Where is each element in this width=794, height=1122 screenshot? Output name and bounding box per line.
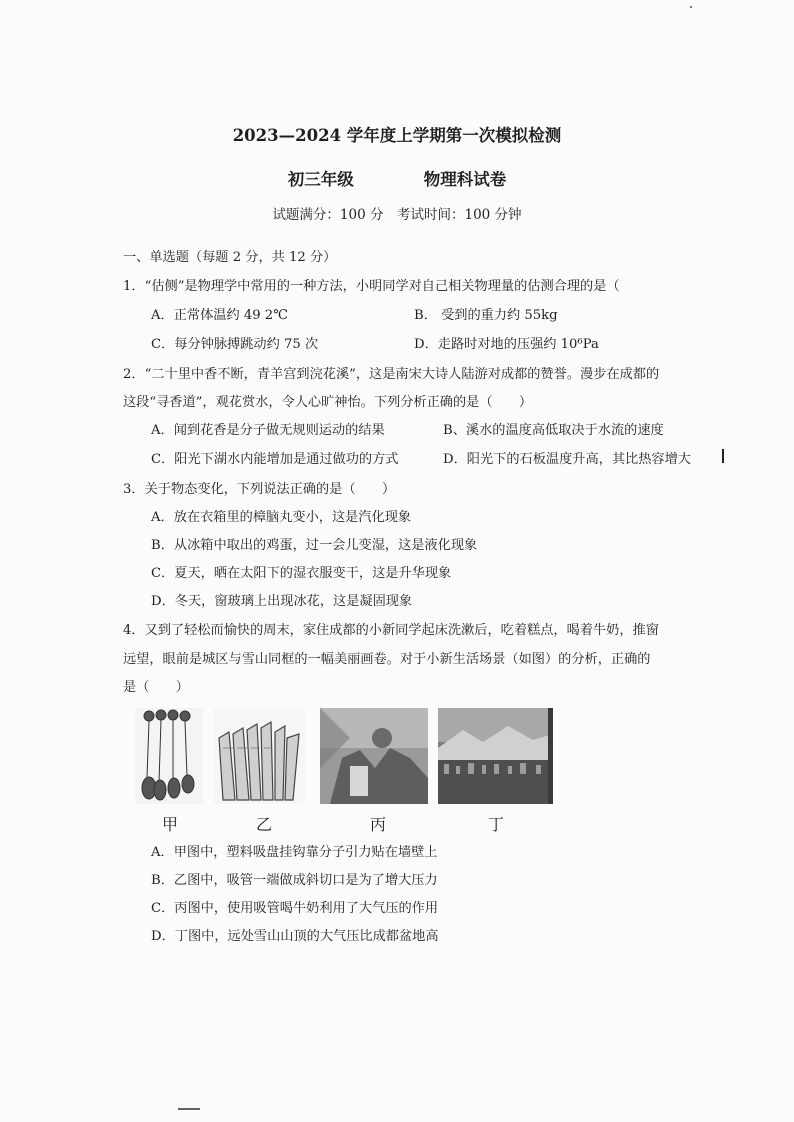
figure-ding-mountain-image bbox=[438, 708, 553, 804]
question-1-option-b: B． 受到的重力约 55kg bbox=[414, 308, 558, 323]
figure-label-jia: 甲 bbox=[162, 815, 179, 834]
question-4-stem-line2: 远望，眼前是城区与雪山同框的一幅美丽画卷。对于小新生活场景（如图）的分析，正确的 bbox=[123, 652, 651, 667]
figure-jia-hooks-image bbox=[135, 708, 203, 804]
question-3-option-d: D．冬天，窗玻璃上出现冰花，这是凝固现象 bbox=[151, 594, 413, 609]
question-1-stem: 1．“估侧”是物理学中常用的一种方法，小明同学对自己相关物理量的估测合理的是（ bbox=[123, 279, 620, 294]
figure-bing-milk-image bbox=[320, 708, 428, 804]
question-4-option-d: D．丁图中，远处雪山山顶的大气压比成都盆地高 bbox=[151, 929, 439, 944]
figure-label-bing: 丙 bbox=[370, 815, 387, 834]
question-4-option-c: C．丙图中，使用吸管喝牛奶利用了大气压的作用 bbox=[151, 901, 439, 916]
section-heading: 一、单选题（每题 2 分，共 12 分） bbox=[123, 250, 337, 265]
exam-title: 2023—2024 学年度上学期第一次模拟检测 bbox=[232, 126, 562, 145]
question-3-option-c: C．夏天，晒在太阳下的湿衣服变干，这是升华现象 bbox=[151, 566, 452, 581]
exam-subtitle bbox=[0, 166, 794, 190]
question-2-option-b: B、溪水的温度高低取决于水流的速度 bbox=[443, 423, 664, 438]
question-2-option-a: A．闻到花香是分子做无规则运动的结果 bbox=[151, 423, 385, 438]
subject-label: 物理科试卷 bbox=[423, 170, 507, 189]
question-3-option-a: A．放在衣箱里的樟脑丸变小，这是汽化现象 bbox=[151, 510, 412, 525]
question-2-stem-line1: 2．“二十里中香不断，青羊宫到浣花溪”，这是南宋大诗人陆游对成都的赞誉。漫步在成都的 bbox=[123, 367, 660, 382]
question-2-stem-line2: 这段“寻香道”，观花赏水，令人心旷神怡。下列分析正确的是（ ） bbox=[123, 395, 533, 410]
question-4-option-a: A．甲图中，塑料吸盘挂钩靠分子引力贴在墙壁上 bbox=[151, 845, 438, 860]
scan-mark bbox=[722, 449, 724, 463]
question-3-option-b: B．从冰箱中取出的鸡蛋，过一会儿变湿，这是液化现象 bbox=[151, 538, 478, 553]
question-1-option-c: C．每分钟脉搏跳动约 75 次 bbox=[151, 337, 319, 352]
figure-label-yi: 乙 bbox=[256, 815, 273, 834]
question-2-option-c: C．阳光下湖水内能增加是通过做功的方式 bbox=[151, 452, 399, 467]
figure-yi-straws-image bbox=[213, 708, 305, 804]
scan-artifact bbox=[178, 1108, 200, 1110]
exam-info: 试题满分：100 分 考试时间：100 分钟 bbox=[272, 207, 522, 223]
question-1-option-d: D．走路时对地的压强约 10⁶Pa bbox=[414, 337, 599, 352]
scan-speck bbox=[690, 6, 692, 8]
question-3-stem: 3．关于物态变化，下列说法正确的是（ ） bbox=[123, 482, 396, 497]
question-4-stem-line1: 4．又到了轻松而愉快的周末，家住成都的小新同学起床洗漱后，吃着糕点，喝着牛奶，推窗 bbox=[123, 623, 659, 638]
question-2-option-d: D．阳光下的石板温度升高，其比热容增大 bbox=[443, 452, 691, 467]
grade-label: 初三年级 bbox=[287, 170, 354, 189]
question-4-option-b: B．乙图中，吸管一端做成斜切口是为了增大压力 bbox=[151, 873, 438, 888]
question-1-option-a: A．正常体温约 49 2℃ bbox=[151, 308, 288, 323]
question-4-stem-line3: 是（ ） bbox=[123, 680, 189, 695]
figure-label-ding: 丁 bbox=[488, 815, 505, 834]
